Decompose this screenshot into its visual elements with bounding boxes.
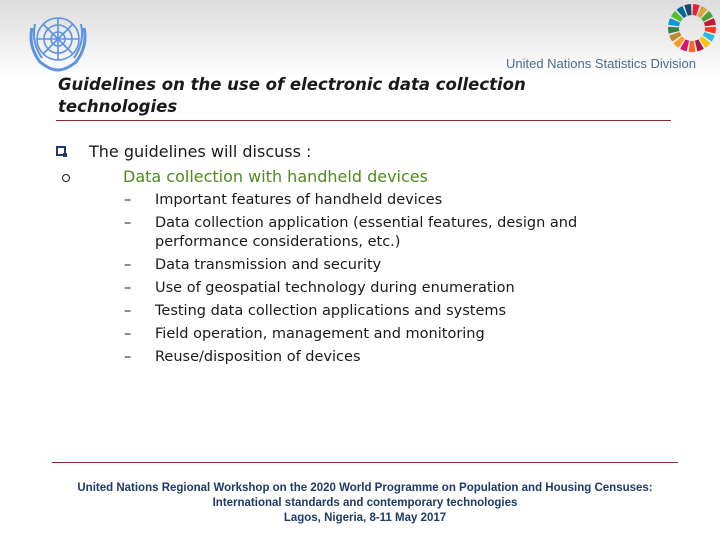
dash-bullet: –: [124, 326, 132, 342]
footer-line-1: United Nations Regional Workshop on the 2020 World Programme on Population and Housing Censuses:: [77, 482, 653, 494]
dash-bullet: –: [124, 280, 132, 296]
list-item-text: Testing data collection applications and systems: [155, 303, 507, 319]
dash-bullet: –: [124, 303, 132, 319]
sdg-wheel-segment: [689, 41, 696, 52]
sdg-wheel-segment: [705, 27, 716, 34]
dash-bullet: –: [124, 215, 132, 231]
list-item: [124, 214, 644, 252]
list-item: [124, 279, 644, 298]
list-item: [124, 302, 644, 321]
list-item-text: Reuse/disposition of devices: [155, 349, 361, 365]
level-2-text: Data collection with handheld devices: [123, 167, 428, 186]
division-name: United Nations Statistics Division: [505, 56, 696, 71]
footer-line-2: International standards and contemporary technologies: [212, 497, 518, 509]
sdg-wheel-icon: [666, 2, 718, 54]
footer-divider: [52, 462, 678, 463]
footer-line-3: Lagos, Nigeria, 8-11 May 2017: [283, 512, 447, 524]
dash-bullet: –: [124, 349, 132, 365]
sdg-wheel-segment: [668, 27, 679, 34]
list-item: [124, 256, 644, 275]
dash-bullet: –: [124, 192, 132, 208]
list-item: [124, 348, 644, 367]
list-item-text: Use of geospatial technology during enumeration: [155, 280, 515, 296]
level-1-text: The guidelines will discuss :: [89, 142, 312, 161]
sub-bullet-list: [124, 191, 644, 371]
title-divider: [56, 120, 671, 121]
slide-title: Guidelines on the use of electronic data collection technologies: [58, 75, 526, 116]
dash-bullet: –: [124, 257, 132, 273]
list-item-text: Field operation, management and monitoring: [155, 326, 485, 342]
list-item: [124, 191, 644, 210]
list-item-text: Important features of handheld devices: [155, 192, 443, 208]
circle-bullet-icon: [62, 174, 70, 182]
square-bullet-icon: [56, 146, 66, 156]
list-item-text: Data collection application (essential features, design and performance considerations, etc.): [155, 215, 578, 250]
un-emblem-icon: [22, 6, 94, 78]
list-item-text: Data transmission and security: [155, 257, 382, 273]
footer: [40, 481, 690, 526]
list-item: [124, 325, 644, 344]
